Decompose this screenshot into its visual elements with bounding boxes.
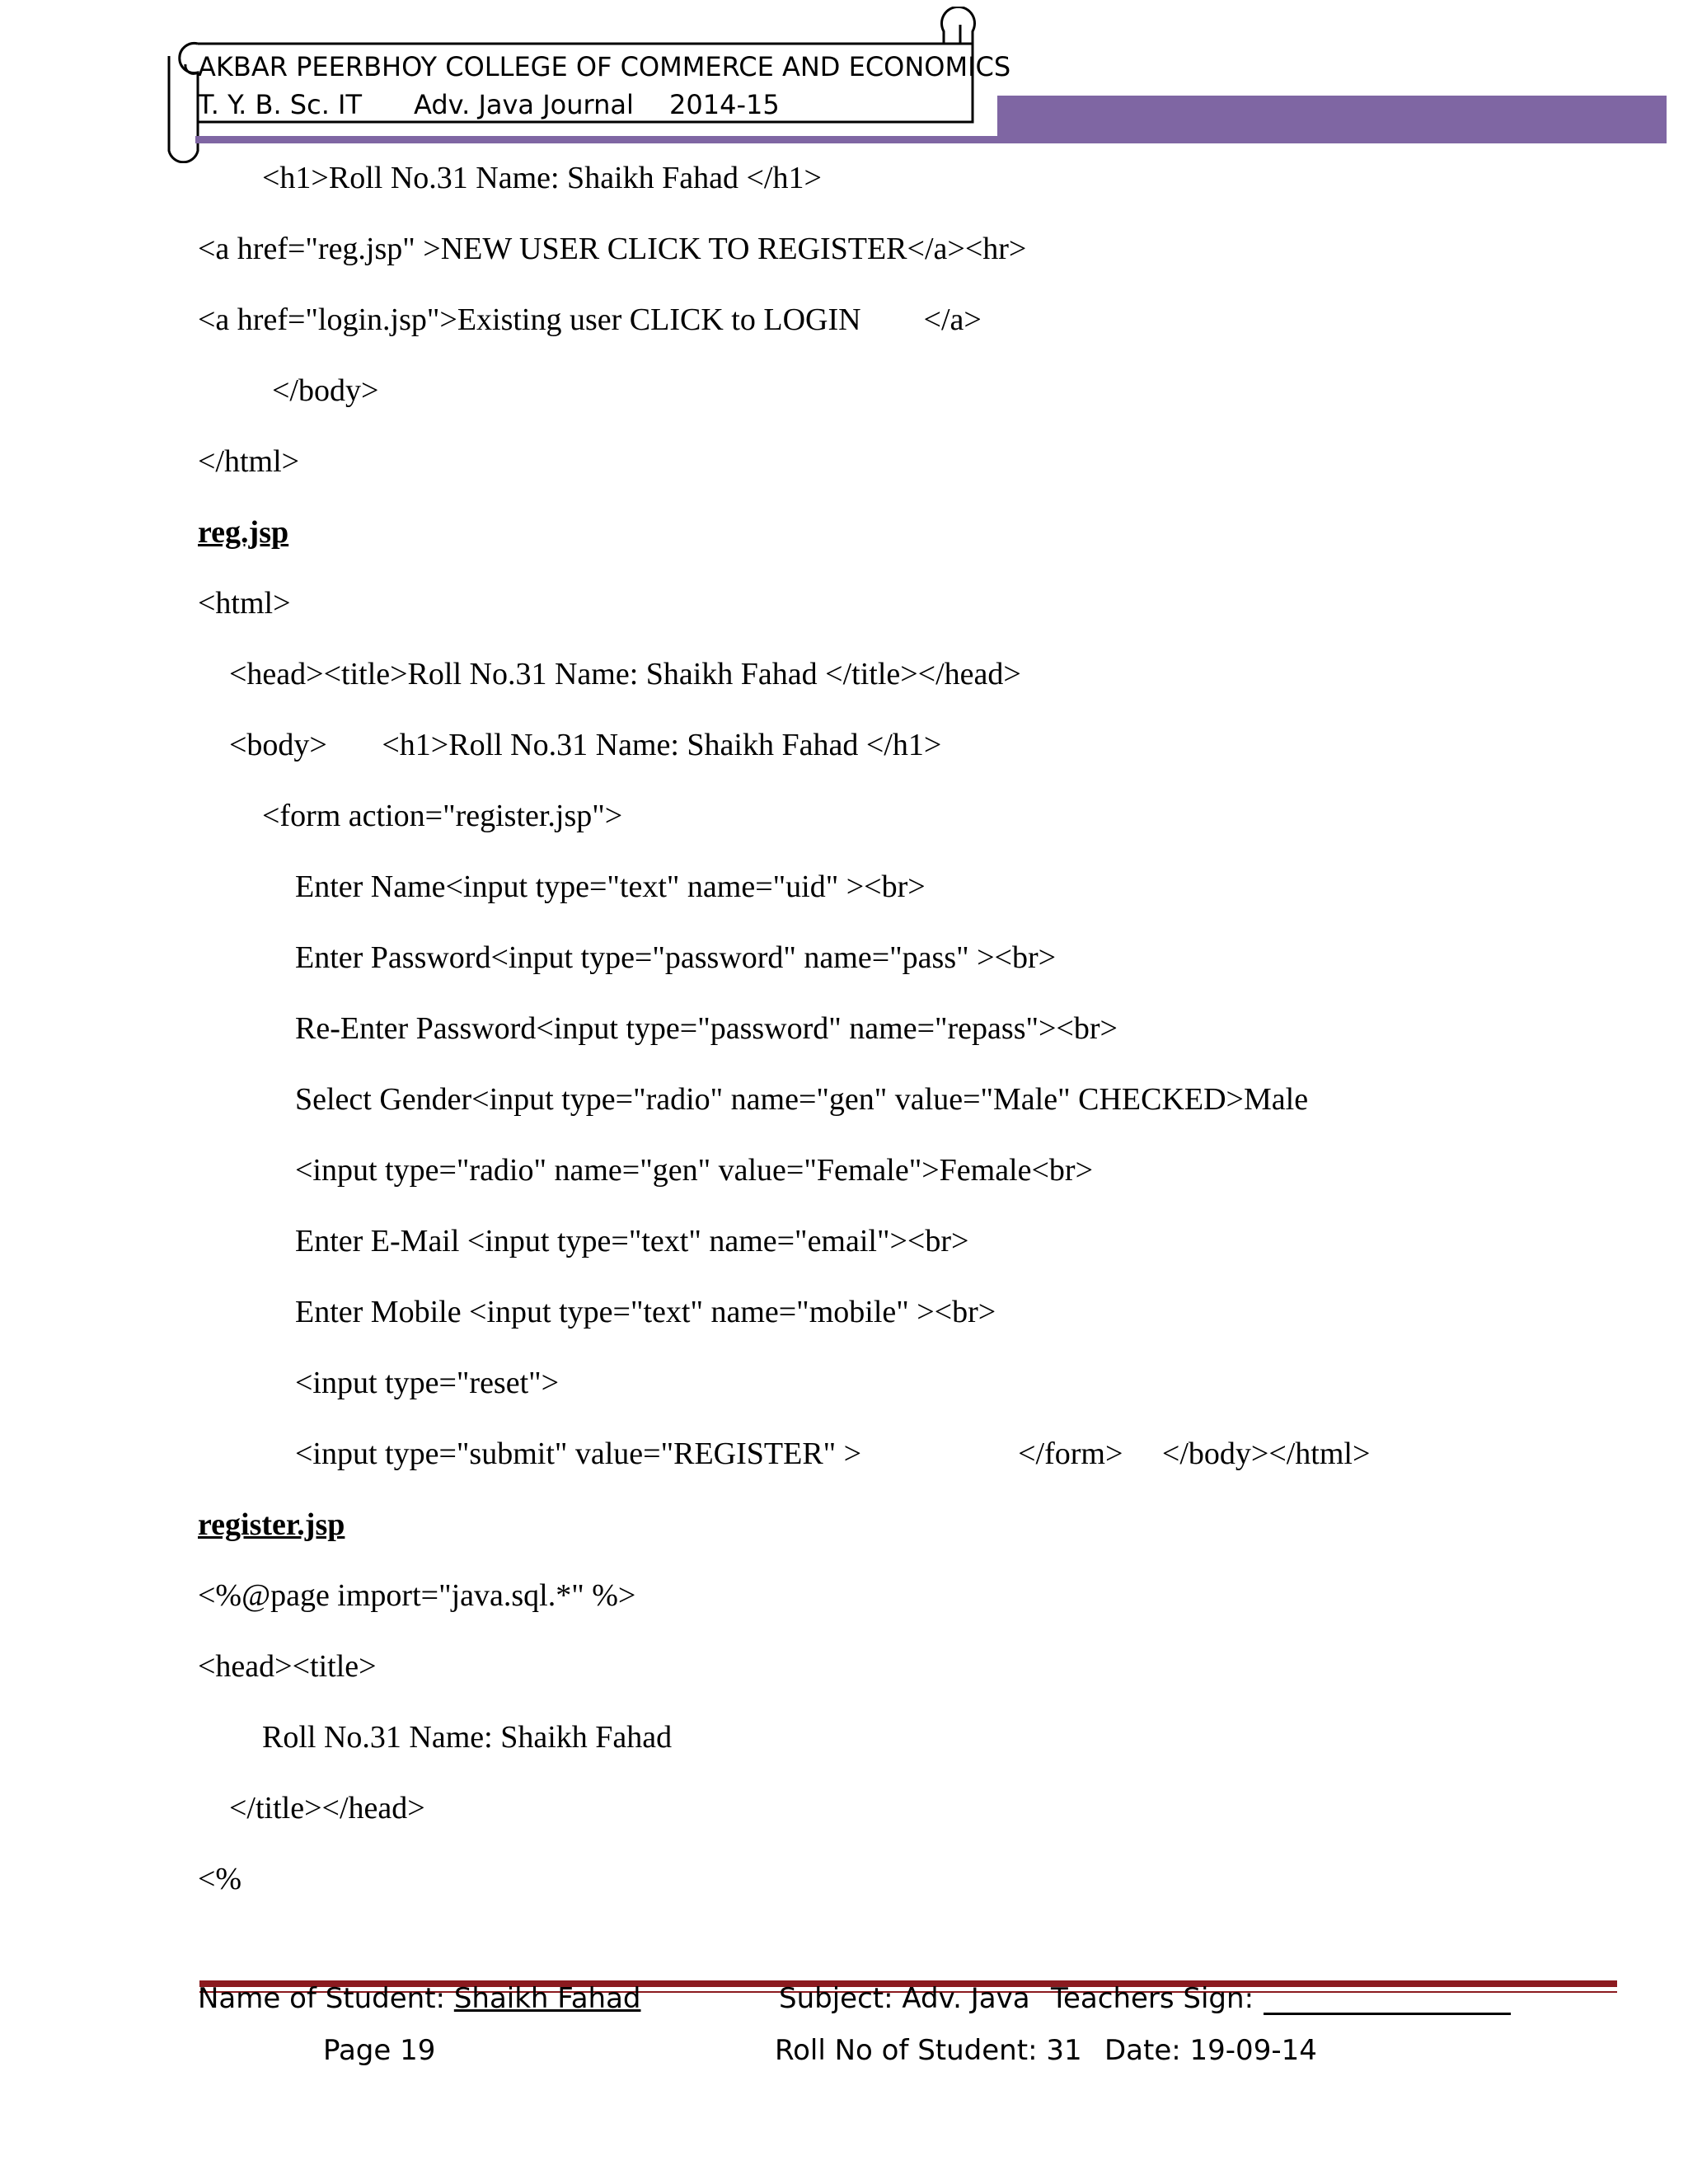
date-label: Date: 19-09-14 bbox=[1104, 2034, 1317, 2067]
journal-year: 2014-15 bbox=[669, 89, 780, 120]
roll-number: Roll No of Student: 31 bbox=[775, 2034, 1082, 2067]
code-line: <body> <h1>Roll No.31 Name: Shaikh Fahad </h1> bbox=[229, 728, 942, 762]
header-accent-bar bbox=[997, 96, 1667, 143]
code-line: Roll No.31 Name: Shaikh Fahad bbox=[262, 1720, 673, 1755]
code-line: <%@page import="java.sql.*" %> bbox=[198, 1578, 636, 1613]
file-heading-register: register.jsp bbox=[198, 1507, 345, 1542]
code-line: <input type="submit" value="REGISTER" > </form> </body></html> bbox=[295, 1436, 1371, 1471]
student-name: Shaikh Fahad bbox=[453, 1982, 641, 2015]
code-line: Select Gender<input type="radio" name="gen" value="Male" CHECKED>Male bbox=[295, 1082, 1309, 1117]
course-label: T. Y. B. Sc. IT bbox=[198, 89, 363, 120]
student-name-label: Name of Student: bbox=[198, 1982, 445, 2015]
student-name-field bbox=[198, 1982, 641, 2015]
code-line: Enter Name<input type="text" name="uid" ><br> bbox=[295, 869, 926, 904]
code-line: <form action="register.jsp"> bbox=[262, 799, 623, 833]
code-line: <html> bbox=[198, 586, 291, 621]
subject-label: Subject: Adv. Java bbox=[779, 1982, 1030, 2015]
college-name: AKBAR PEERBHOY COLLEGE OF COMMERCE AND ECONOMICS bbox=[198, 51, 1011, 82]
page-number: Page 19 bbox=[323, 2034, 436, 2067]
journal-subject: Adv. Java Journal bbox=[414, 89, 634, 120]
code-line: </title></head> bbox=[229, 1791, 425, 1825]
code-line: Re-Enter Password<input type="password" name="repass"><br> bbox=[295, 1011, 1118, 1046]
code-line: <input type="reset"> bbox=[295, 1366, 560, 1400]
header-accent-underline bbox=[195, 136, 999, 143]
code-line: <head><title>Roll No.31 Name: Shaikh Fahad </title></head> bbox=[229, 657, 1021, 691]
code-line: Enter Password<input type="password" name="pass" ><br> bbox=[295, 940, 1057, 975]
code-line: <h1>Roll No.31 Name: Shaikh Fahad </h1> bbox=[262, 161, 822, 195]
file-heading-reg: reg.jsp bbox=[198, 515, 289, 550]
signature-line bbox=[1264, 1988, 1511, 2015]
code-line: <a href="reg.jsp" >NEW USER CLICK TO REGISTER</a><hr> bbox=[198, 232, 1027, 266]
code-line: Enter E-Mail <input type="text" name="email"><br> bbox=[295, 1224, 969, 1258]
teacher-sign-label: Teachers Sign: bbox=[1051, 1982, 1254, 2015]
code-line: <% bbox=[198, 1862, 242, 1896]
teacher-sign-field bbox=[1051, 1982, 1511, 2015]
code-line: </html> bbox=[198, 444, 300, 479]
code-line: <a href="login.jsp">Existing user CLICK to LOGIN </a> bbox=[198, 302, 982, 337]
code-line: <head><title> bbox=[198, 1649, 377, 1684]
code-line: </body> bbox=[272, 373, 379, 408]
code-line: <input type="radio" name="gen" value="Female">Female<br> bbox=[295, 1153, 1093, 1188]
code-line: Enter Mobile <input type="text" name="mobile" ><br> bbox=[295, 1295, 996, 1329]
